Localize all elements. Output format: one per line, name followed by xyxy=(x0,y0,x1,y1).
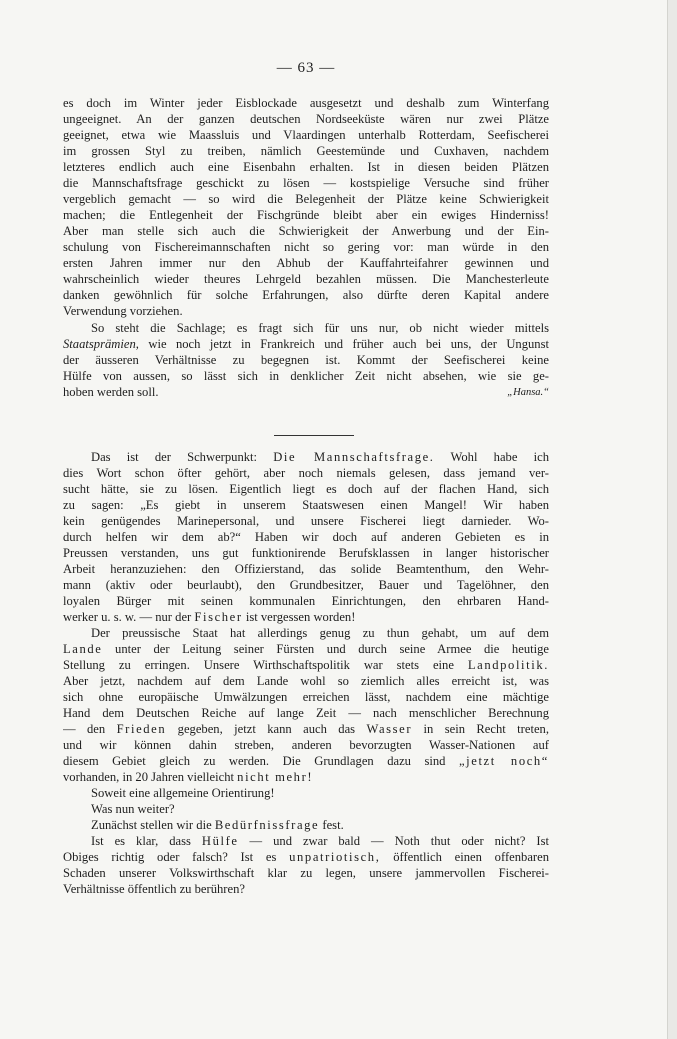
spaced-term: nicht mehr! xyxy=(237,770,314,784)
text-line xyxy=(63,769,549,785)
spaced-term: unpatriotisch, xyxy=(289,850,381,864)
text-line: Aber jetzt, nachdem auf dem Lande wohl so ziemlich alles erreicht ist, was xyxy=(63,674,549,688)
text-line: Verhältnisse öffentlich zu berühren? xyxy=(63,882,245,896)
text-line xyxy=(63,320,549,336)
text-line: Hülfe von aussen, so lässt sich in denklicher Zeit nicht absehen, wie sie ge- xyxy=(63,369,549,383)
text-line: der äusseren Verhältnisse zu begegnen ist. Kommt der Seefischerei keine xyxy=(63,353,549,367)
text-run: Zunächst stellen wir die xyxy=(91,818,215,832)
text-line xyxy=(63,336,549,352)
text-line xyxy=(63,833,549,849)
spaced-term: Bedürfnissfrage xyxy=(214,818,320,832)
spaced-term: Hülfe xyxy=(201,834,239,848)
text-run: fest. xyxy=(319,818,344,832)
text-run: ist vergessen worden! xyxy=(242,610,356,624)
text-run: wie noch jetzt in Frankreich und früher auch bei uns, der Ungunst xyxy=(138,337,549,351)
text-line: durch helfen wir dem ab?“ Haben wir doch auf anderen Gebieten es in xyxy=(63,530,549,544)
text-run: in sein Recht treten, xyxy=(412,722,549,736)
text-line: es doch im Winter jeder Eisblockade ausgesetzt und deshalb zum Winterfang xyxy=(63,96,549,110)
section-divider xyxy=(274,435,354,436)
text-line: schulung von Fischereimannschaften nicht so gering vor: man würde in den xyxy=(63,240,549,254)
text-line: Arbeit heranzuziehen: den Offizierstand, das solide Beamtenthum, den Wehr- xyxy=(63,562,549,576)
text-run: Wohl habe ich xyxy=(434,450,549,464)
text-run: — und zwar bald — Noth thut oder nicht? Ist xyxy=(238,834,549,848)
spaced-term: Wasser xyxy=(366,722,413,736)
text-line: dies Wort schon öfter gehört, aber noch niemals gelesen, dass jemand ver- xyxy=(63,466,549,480)
text-line xyxy=(63,753,549,769)
text-run: gegeben, jetzt kann auch das xyxy=(166,722,367,736)
text-line: ersten Jahren immer nur den Abhub der Kauffahrteifahrer gewinnen und xyxy=(63,256,549,270)
text-line: geeignet, etwa wie Maassluis und Vlaardingen unterhalb Rotterdam, Seefischerei xyxy=(63,128,549,142)
text-line xyxy=(63,657,549,673)
text-line xyxy=(63,609,549,625)
text-line: wahrscheinlich wieder theures Lehrgeld bezahlen müssen. Die Manchesterleute xyxy=(63,272,549,286)
text-run: — den xyxy=(63,722,117,736)
text-line: sich ohne europäische Umwälzungen erreichen lässt, nachdem eine mächtige xyxy=(63,690,549,704)
spaced-term: Frieden xyxy=(116,722,167,736)
spaced-term: Fischer xyxy=(194,610,243,624)
text-line: Preussen verstanden, uns gut funktionirende Berufsklassen in langer historischer xyxy=(63,546,549,560)
text-line: sucht hätte, sie zu lösen. Eigentlich liegt es doch auf der flachen Hand, sich xyxy=(63,482,549,496)
text-line: im grossen Styl zu treiben, nämlich Geestemünde und Cuxhaven, nachdem xyxy=(63,144,549,158)
text-line xyxy=(63,817,549,833)
text-run: öffentlich einen offenbaren xyxy=(380,850,549,864)
spaced-term: Lande xyxy=(63,642,103,656)
text-line xyxy=(63,449,549,465)
spaced-term: Die Mannschaftsfrage. xyxy=(273,450,435,464)
text-line xyxy=(63,641,549,657)
spaced-term: Landpolitik. xyxy=(467,658,549,672)
text-line: mann (aktiv oder beurlaubt), den Grundbesitzer, Bauer und Tagelöhner, den xyxy=(63,578,549,592)
text-line: die Mannschaftsfrage geschickt zu lösen — kostspielige Versuche sind früher xyxy=(63,176,549,190)
text-line: ungeeignet. An der ganzen deutschen Nordseeküste wären nur zwei Plätze xyxy=(63,112,549,126)
text-run: Ist es klar, dass xyxy=(91,834,202,848)
text-run: werker u. s. w. — nur der xyxy=(63,610,195,624)
text-run: diesem Gebiet gleich zu werden. Die Grundlagen dazu sind xyxy=(63,754,459,768)
page-number: — 63 — xyxy=(276,60,336,76)
text-run: So steht die Sachlage; es fragt sich für uns nur, ob nicht wieder mittels xyxy=(91,321,549,335)
text-line: Schaden unserer Volkswirthschaft klar zu legen, unsere jammervollen Fischerei- xyxy=(63,866,549,880)
text-run: Stellung zu erringen. Unsere Wirthschaftspolitik war stets eine xyxy=(63,658,468,672)
text-line: loyalen Bürger mit seinen kommunalen Einrichtungen, den ehrbaren Hand- xyxy=(63,594,549,608)
italic-term: Staatsprämien, xyxy=(63,337,139,351)
text-line: machen; die Entlegenheit der Fischgründe bleibt aber ein ewiges Hinderniss! xyxy=(63,208,549,222)
text-line: Verwendung vorziehen. xyxy=(63,304,183,318)
text-line: und wir können dahin streben, anderen bevorzugten Wasser-Nationen auf xyxy=(63,738,549,752)
text-line xyxy=(63,849,549,865)
text-line: zu sagen: „Es giebt in unserem Staatswesen einen Mangel! Wir haben xyxy=(63,498,549,512)
text-line: Aber man stelle sich auch die Schwierigkeit der Anwerbung und der Ein- xyxy=(63,224,549,238)
text-line: vergeblich gemacht — so wird die Belegenheit der Plätze keine Schwierigkeit xyxy=(63,192,549,206)
text-line: letzteres endlich auch eine Eisenbahn erhalten. Ist in diesen beiden Plätzen xyxy=(63,160,549,174)
text-run: Das ist der Schwerpunkt: xyxy=(91,450,274,464)
text-run: vorhanden, in 20 Jahren vielleicht xyxy=(63,770,238,784)
text-run: unter der Leitung seiner Fürsten und durch seine Armee die heutige xyxy=(102,642,549,656)
spaced-term: „jetzt noch“ xyxy=(458,754,549,768)
text-line: kein genügendes Marinepersonal, und unsere Fischerei liegt darnieder. Wo- xyxy=(63,514,549,528)
text-line: hoben werden soll. xyxy=(63,385,159,399)
text-line: Was nun weiter? xyxy=(91,802,175,816)
text-run: Obiges richtig oder falsch? Ist es xyxy=(63,850,290,864)
text-line: danken gewöhnlich für solche Erfahrungen, also dürfte deren Kapital andere xyxy=(63,288,549,302)
signature: „Hansa.“ xyxy=(507,387,549,398)
text-line: Hand dem Deutschen Reiche auf lange Zeit — nach menschlicher Berechnung xyxy=(63,706,549,720)
text-line xyxy=(63,721,549,737)
text-line: Der preussische Staat hat allerdings genug zu thun gehabt, um auf dem xyxy=(91,626,549,640)
text-line: Soweit eine allgemeine Orientirung! xyxy=(91,786,275,800)
